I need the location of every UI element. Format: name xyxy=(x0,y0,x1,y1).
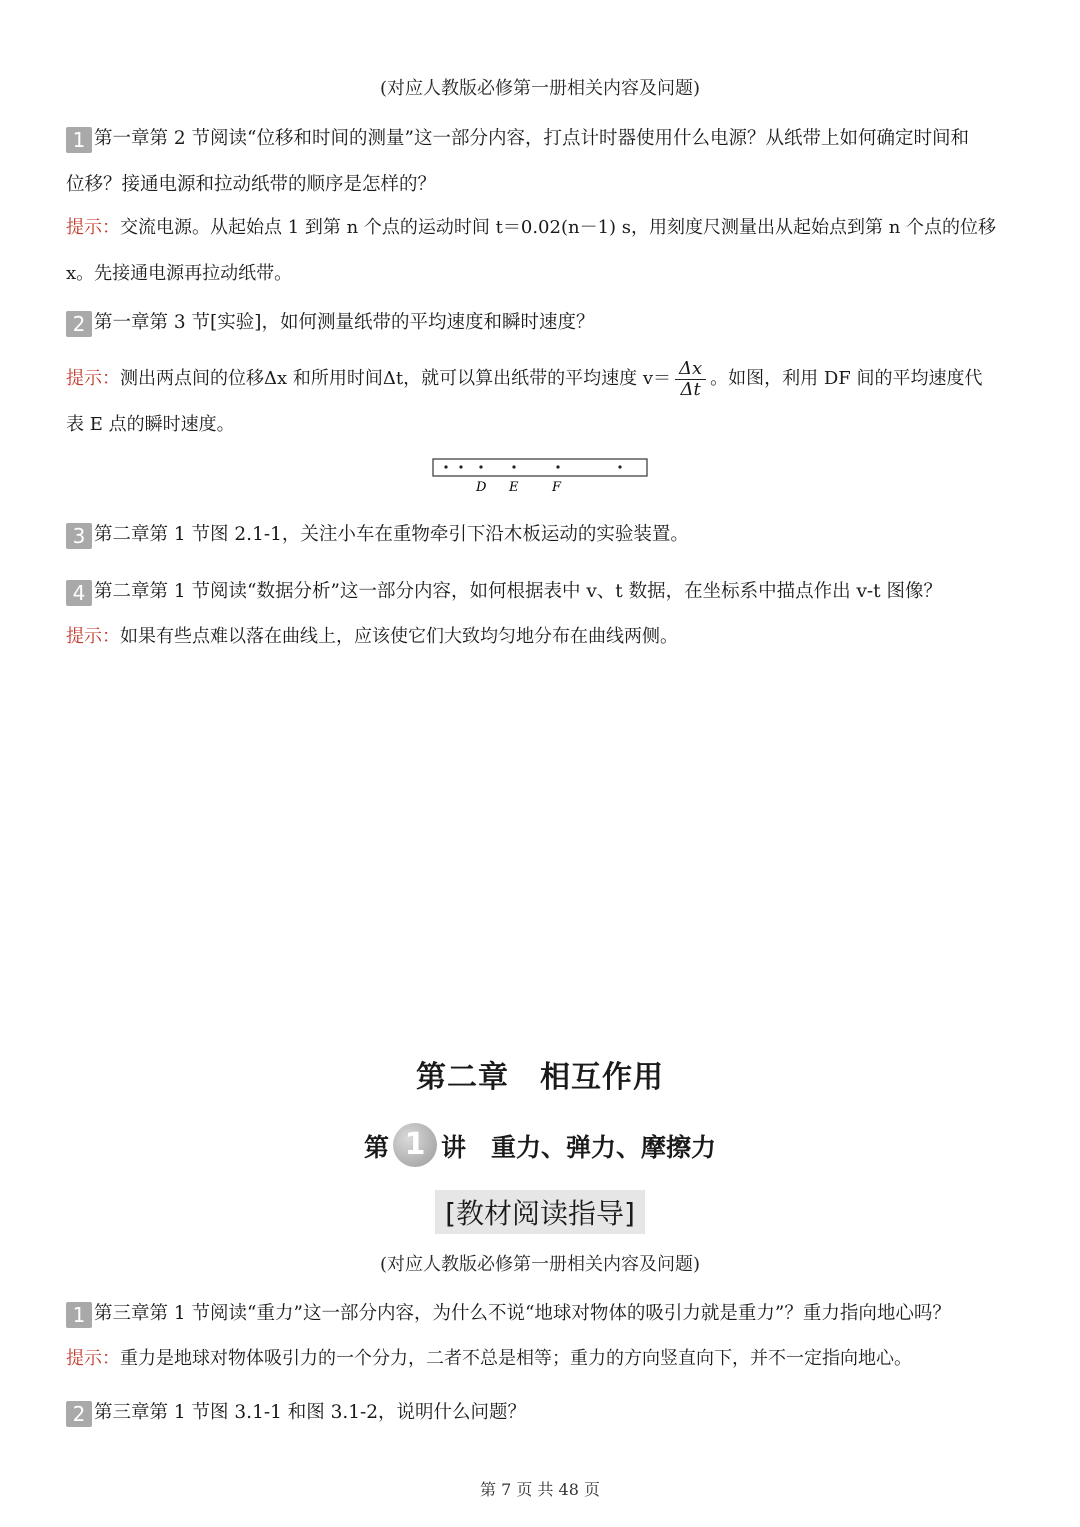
hint-text: 重力是地球对物体吸引力的一个分力，二者不总是相等；重力的方向竖直向下，并不一定指向地心。 xyxy=(120,1348,912,1369)
tape-dot xyxy=(479,465,482,468)
fraction-numerator: Δx xyxy=(675,359,706,380)
velocity-fraction xyxy=(675,359,706,400)
question-text: 第三章第 1 节图 3.1-1 和图 3.1-2，说明什么问题？ xyxy=(94,1402,527,1423)
question-text-cont: 位移？接通电源和拉动纸带的顺序是怎样的？ xyxy=(66,174,437,195)
guide-title: [教材阅读指导] xyxy=(435,1190,645,1234)
question-number-badge: 1 xyxy=(66,127,92,153)
hint-2 xyxy=(66,352,1026,406)
tape-outline xyxy=(433,459,647,476)
guide-title-wrap xyxy=(0,1190,1080,1234)
section-subtitle: (对应人教版必修第一册相关内容及问题) xyxy=(379,1254,701,1275)
lecture-title xyxy=(0,1128,1080,1175)
question-text: 第三章第 1 节阅读“重力”这一部分内容，为什么不说“地球对物体的吸引力就是重力”？重力指向地心吗？ xyxy=(94,1303,951,1324)
tape-dot xyxy=(444,465,447,468)
question-text: 第二章第 1 节图 2.1-1，关注小车在重物牵引下沿木板运动的实验装置。 xyxy=(94,524,689,545)
page-footer: 第 7 页 共 48 页 xyxy=(480,1480,600,1499)
tape-label-d: D xyxy=(476,480,487,495)
chapter-title: 第二章 相互作用 xyxy=(416,1060,664,1095)
question-3 xyxy=(66,512,1026,558)
question-text: 第一章第 2 节阅读“位移和时间的测量”这一部分内容，打点计时器使用什么电源？从纸带上如何确定时间和 xyxy=(94,128,969,149)
tape-label-e: E xyxy=(509,480,519,495)
hint-text: 交流电源。从起始点 1 到第 n 个点的运动时间 t＝0.02(n－1) s，用刻度尺测量出从起始点到第 n 个点的位移 xyxy=(120,217,997,238)
hint-label: 提示： xyxy=(66,626,120,647)
question-number-badge: 2 xyxy=(66,1401,92,1427)
question-number-badge: 3 xyxy=(66,523,92,549)
hint-label: 提示： xyxy=(66,217,120,238)
question-2 xyxy=(66,300,1026,346)
tape-dot xyxy=(459,465,462,468)
hint-text-post: 。如图，利用 DF 间的平均速度代 xyxy=(710,368,983,389)
tape-dot xyxy=(618,465,621,468)
lecture-suffix: 讲 重力、弹力、摩擦力 xyxy=(441,1133,717,1162)
top-subtitle: (对应人教版必修第一册相关内容及问题) xyxy=(379,78,701,99)
paper-tape-diagram xyxy=(430,455,650,497)
question-number-badge: 4 xyxy=(66,580,92,606)
lecture-prefix: 第 xyxy=(363,1133,389,1162)
hint-2-cont xyxy=(66,402,1026,448)
hint-text: 如果有些点难以落在曲线上，应该使它们大致均匀地分布在曲线两侧。 xyxy=(120,626,678,647)
question-number-badge: 2 xyxy=(66,311,92,337)
question-4 xyxy=(66,569,1026,615)
hint-4 xyxy=(66,614,1026,660)
question-text: 第二章第 1 节阅读“数据分析”这一部分内容，如何根据表中 v、t 数据，在坐标系中描点作出 v-t 图像？ xyxy=(94,581,942,602)
tape-dot xyxy=(556,465,559,468)
hint-label: 提示： xyxy=(66,368,120,389)
question-text: 第一章第 3 节[实验]，如何测量纸带的平均速度和瞬时速度？ xyxy=(94,312,595,333)
hint-1 xyxy=(66,205,1026,297)
hint-text-cont: x。先接通电源再拉动纸带。 xyxy=(66,263,293,284)
hint-5 xyxy=(66,1336,1026,1382)
fraction-denominator: Δt xyxy=(680,378,701,400)
question-number-badge: 1 xyxy=(66,1302,92,1328)
hint-text: 测出两点间的位移Δx 和所用时间Δt，就可以算出纸带的平均速度 v＝ xyxy=(120,368,671,389)
question-5 xyxy=(66,1291,1026,1337)
hint-label: 提示： xyxy=(66,1348,120,1369)
hint-text-cont: 表 E 点的瞬时速度。 xyxy=(66,414,235,435)
question-1 xyxy=(66,116,1026,208)
tape-label-f: F xyxy=(552,480,562,495)
lecture-number-badge: 1 xyxy=(393,1123,437,1167)
tape-dot xyxy=(512,465,515,468)
question-6 xyxy=(66,1390,1026,1436)
